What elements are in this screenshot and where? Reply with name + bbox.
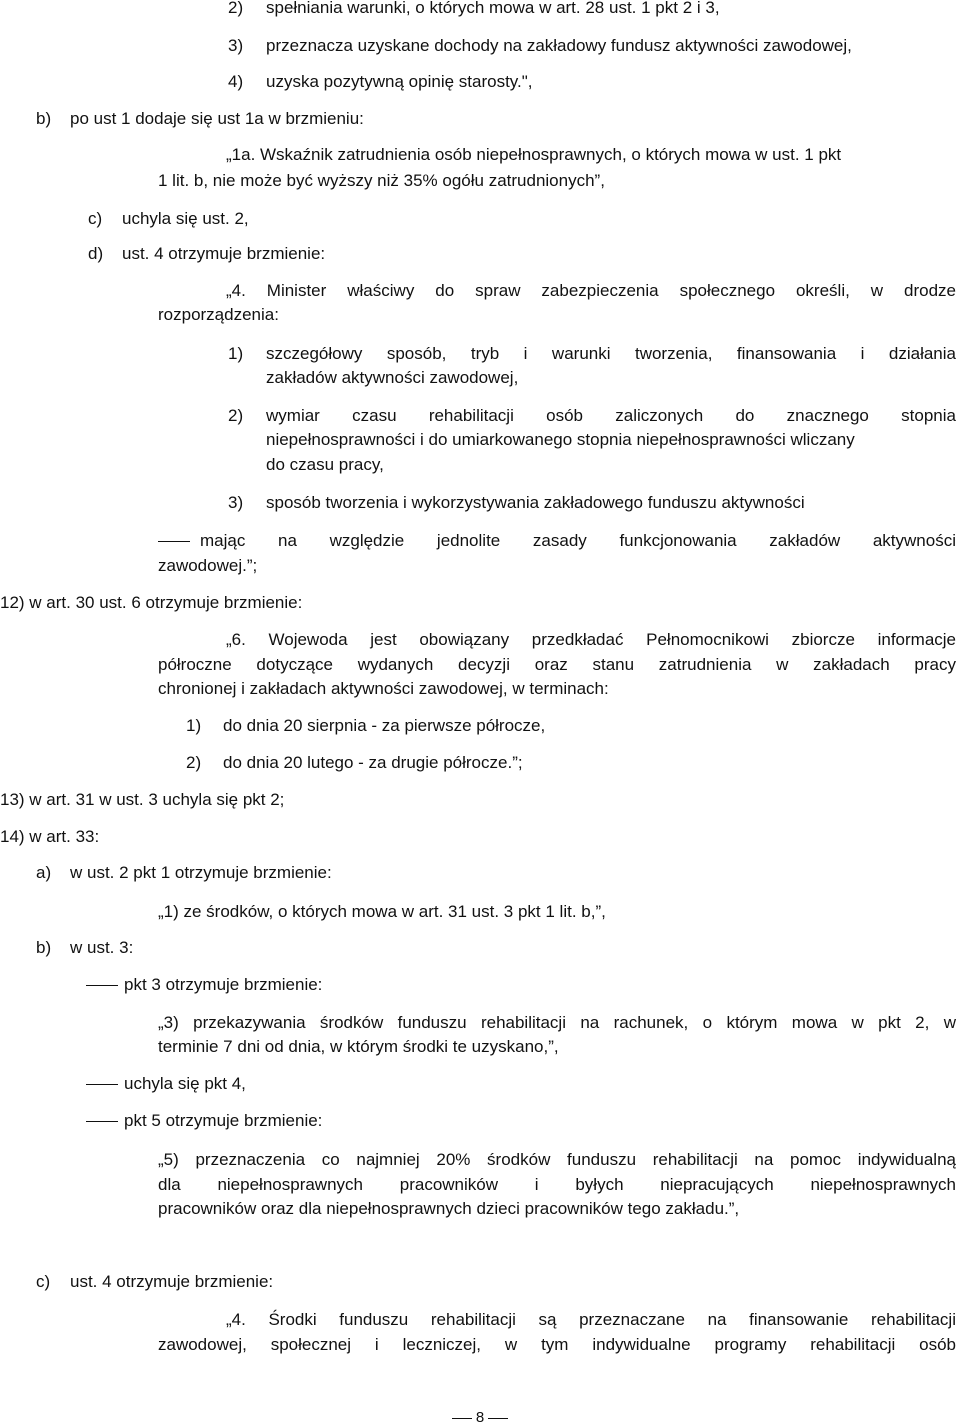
quoted-paragraph-line: „1) ze środków, o których mowa w art. 31 ust. 3 pkt 1 lit. b,”, (158, 902, 606, 921)
list-item: d) ust. 4 otrzymuje brzmienie: (88, 244, 326, 263)
quoted-paragraph-line: rozporządzenia: (158, 305, 279, 324)
list-item: 4) uzyska pozytywną opinię starosty.", (228, 72, 533, 91)
quoted-paragraph-line: chronionej i zakładach aktywności zawodowej, w terminach: (158, 679, 609, 698)
quoted-paragraph-line: „6. Wojewoda jest obowiązany przedkładać Pełnomocnikowi zbiorcze informacje (226, 630, 956, 649)
list-item: c) uchyla się ust. 2, (88, 209, 249, 228)
list-item: b) po ust 1 dodaje się ust 1a w brzmieniu: (36, 109, 364, 128)
list-item: 1) do dnia 20 sierpnia - za pierwsze półrocze, (186, 716, 546, 735)
quoted-paragraph-line: „5) przeznaczenia co najmniej 20% środków funduszu rehabilitacji na pomoc indywidualną (158, 1150, 956, 1169)
list-item-text: zakładów aktywności zawodowej, (266, 368, 519, 387)
list-item: 3) przeznacza uzyskane dochody na zakładowy fundusz aktywności zawodowej, (228, 36, 852, 55)
list-item: a) w ust. 2 pkt 1 otrzymuje brzmienie: (36, 863, 332, 882)
amendment-point: 13) w art. 31 w ust. 3 uchyla się pkt 2; (0, 790, 285, 809)
quoted-paragraph-line: „3) przekazywania środków funduszu rehabilitacji na rachunek, o którym mowa w pkt 2, w (158, 1013, 956, 1032)
list-item-text: do czasu pracy, (266, 455, 384, 474)
amendment-point: 14) w art. 33: (0, 827, 100, 846)
quoted-paragraph-line: pracowników oraz dla niepełnosprawnych dzieci pracowników tego zakładu.”, (158, 1199, 740, 1218)
quoted-paragraph-line: terminie 7 dni od dnia, w którym środki te uzyskano,”, (158, 1037, 559, 1056)
page-number-dash-right (488, 1418, 508, 1419)
list-item-text: szczegółowy sposób, tryb i warunki tworzenia, finansowania i działania (266, 344, 956, 363)
em-dash (86, 1084, 118, 1085)
amendment-point: 12) w art. 30 ust. 6 otrzymuje brzmienie: (0, 593, 303, 612)
list-item: 3) sposób tworzenia i wykorzystywania zakładowego funduszu aktywności (228, 493, 805, 512)
em-dash (86, 1121, 118, 1122)
closing-clause-line: zawodowej.”; (158, 556, 258, 575)
quoted-paragraph-line: półroczne dotyczące wydanych decyzji oraz stanu zatrudnienia w zakładach pracy (158, 655, 956, 674)
list-item: 2) spełniania warunki, o których mowa w art. 28 ust. 1 pkt 2 i 3, (228, 0, 720, 17)
quoted-paragraph-line: „1a. Wskaźnik zatrudnienia osób niepełnosprawnych, o których mowa w ust. 1 pkt (226, 145, 842, 164)
list-item-number: 1) (228, 344, 244, 363)
tiret-item: pkt 3 otrzymuje brzmienie: (124, 975, 323, 994)
closing-clause-line: mając na względzie jednolite zasady funkcjonowania zakładów aktywności (200, 531, 956, 550)
quoted-paragraph-line: 1 lit. b, nie może być wyższy niż 35% ogółu zatrudnionych”, (158, 171, 605, 190)
list-item: 2) do dnia 20 lutego - za drugie półrocze.”; (186, 753, 523, 772)
quoted-paragraph-line: „4. Minister właściwy do spraw zabezpieczenia społecznego określi, w drodze (226, 281, 956, 300)
page-number: 8 (0, 1409, 960, 1427)
em-dash (86, 985, 118, 986)
list-item-text: wymiar czasu rehabilitacji osób zaliczonych do znacznego stopnia (266, 406, 956, 425)
list-item: b) w ust. 3: (36, 938, 134, 957)
list-item-number: 2) (228, 406, 244, 425)
page-number-dash-left (452, 1418, 472, 1419)
quoted-paragraph-line: „4. Środki funduszu rehabilitacji są przeznaczane na finansowanie rehabilitacji (226, 1310, 956, 1329)
quoted-paragraph-line: dla niepełnosprawnych pracowników i byłych niepracujących niepełnosprawnych (158, 1175, 956, 1194)
quoted-paragraph-line: zawodowej, społecznej i leczniczej, w tym indywidualne programy rehabilitacji osób (158, 1335, 956, 1354)
tiret-item: uchyla się pkt 4, (124, 1074, 246, 1093)
tiret-item: pkt 5 otrzymuje brzmienie: (124, 1111, 323, 1130)
list-item-text: niepełnosprawności i do umiarkowanego stopnia niepełnosprawności wliczany (266, 430, 855, 449)
list-item: c) ust. 4 otrzymuje brzmienie: (36, 1272, 274, 1291)
em-dash (158, 541, 190, 542)
